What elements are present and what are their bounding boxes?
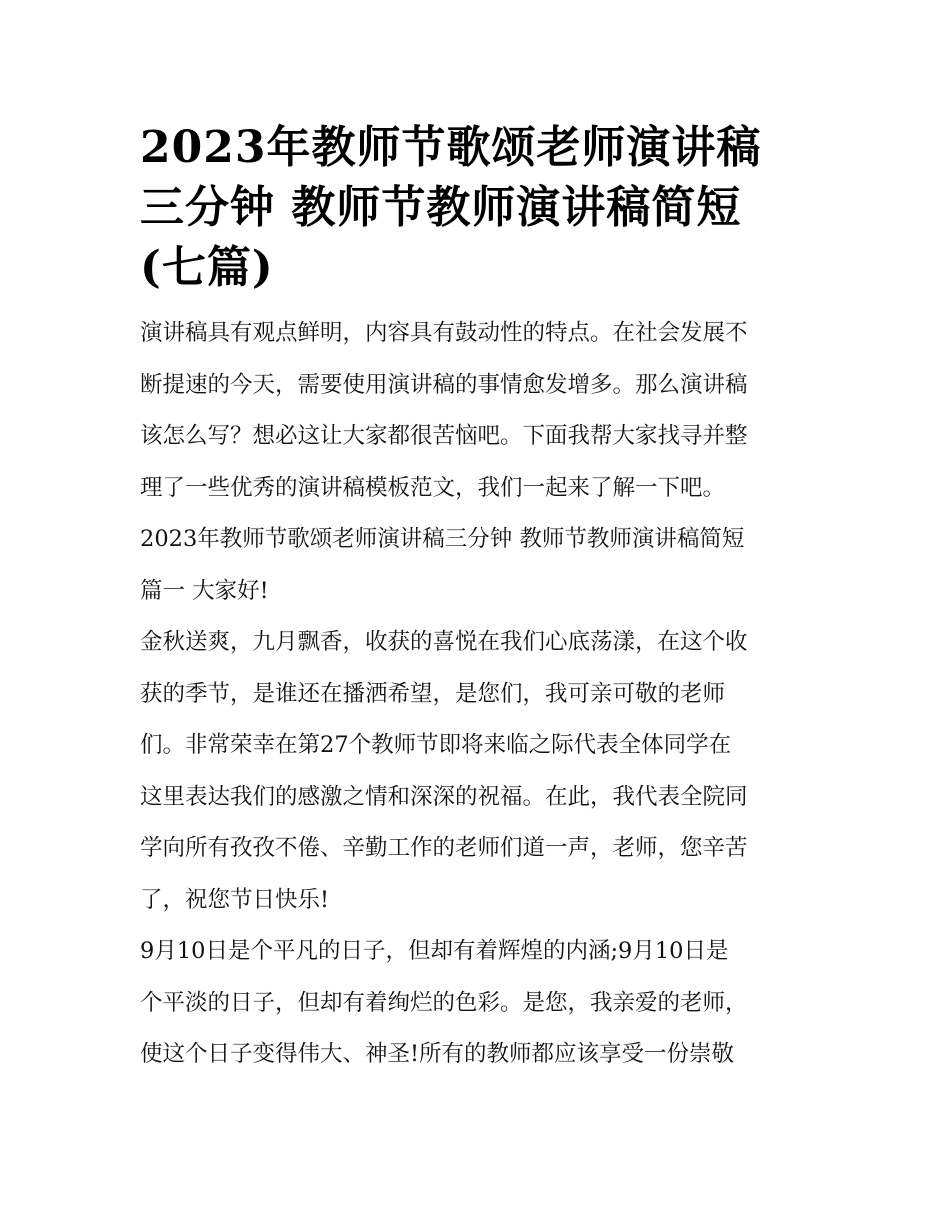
- body-line: 了，祝您节日快乐!: [140, 886, 330, 913]
- title-line: 三分钟 教师节教师演讲稿简短: [140, 182, 742, 233]
- body-line: 们。非常荣幸在第27个教师节即将来临之际代表全体同学在: [140, 732, 732, 758]
- body-line: 金秋送爽，九月飘香，收获的喜悦在我们心底荡漾，在这个收: [140, 629, 748, 655]
- title-line: (七篇): [140, 242, 274, 293]
- body-line: 9月10日是个平凡的日子，但却有着辉煌的内涵;9月10日是: [140, 938, 729, 964]
- body-line: 2023年教师节歌颂老师演讲稿三分钟 教师节教师演讲稿简短: [140, 526, 745, 552]
- document-body: [140, 308, 812, 1081]
- body-line: 个平淡的日子，但却有着绚烂的色彩。是您，我亲爱的老师，: [140, 989, 748, 1016]
- body-line: 篇一 大家好!: [140, 577, 269, 604]
- title-line: 2023年教师节歌颂老师演讲稿: [140, 122, 762, 173]
- body-line: 演讲稿具有观点鲜明，内容具有鼓动性的特点。在社会发展不: [140, 320, 748, 346]
- body-line: 这里表达我们的感激之情和深深的祝福。在此，我代表全院同: [140, 783, 748, 810]
- body-line: 理了一些优秀的演讲稿模板范文，我们一起来了解一下吧。: [140, 474, 726, 501]
- document-title: [140, 118, 812, 298]
- body-line: 获的季节，是谁还在播洒希望，是您们，我可亲可敬的老师: [140, 680, 726, 707]
- body-line: 该怎么写？想必这让大家都很苦恼吧。下面我帮大家找寻并整: [140, 423, 748, 449]
- body-line: 断提速的今天，需要使用演讲稿的事情愈发增多。那么演讲稿: [140, 371, 748, 398]
- body-line: 使这个日子变得伟大、神圣!所有的教师都应该享受一份崇敬: [140, 1041, 735, 1067]
- body-line: 学向所有孜孜不倦、辛勤工作的老师们道一声，老师，您辛苦: [140, 835, 748, 861]
